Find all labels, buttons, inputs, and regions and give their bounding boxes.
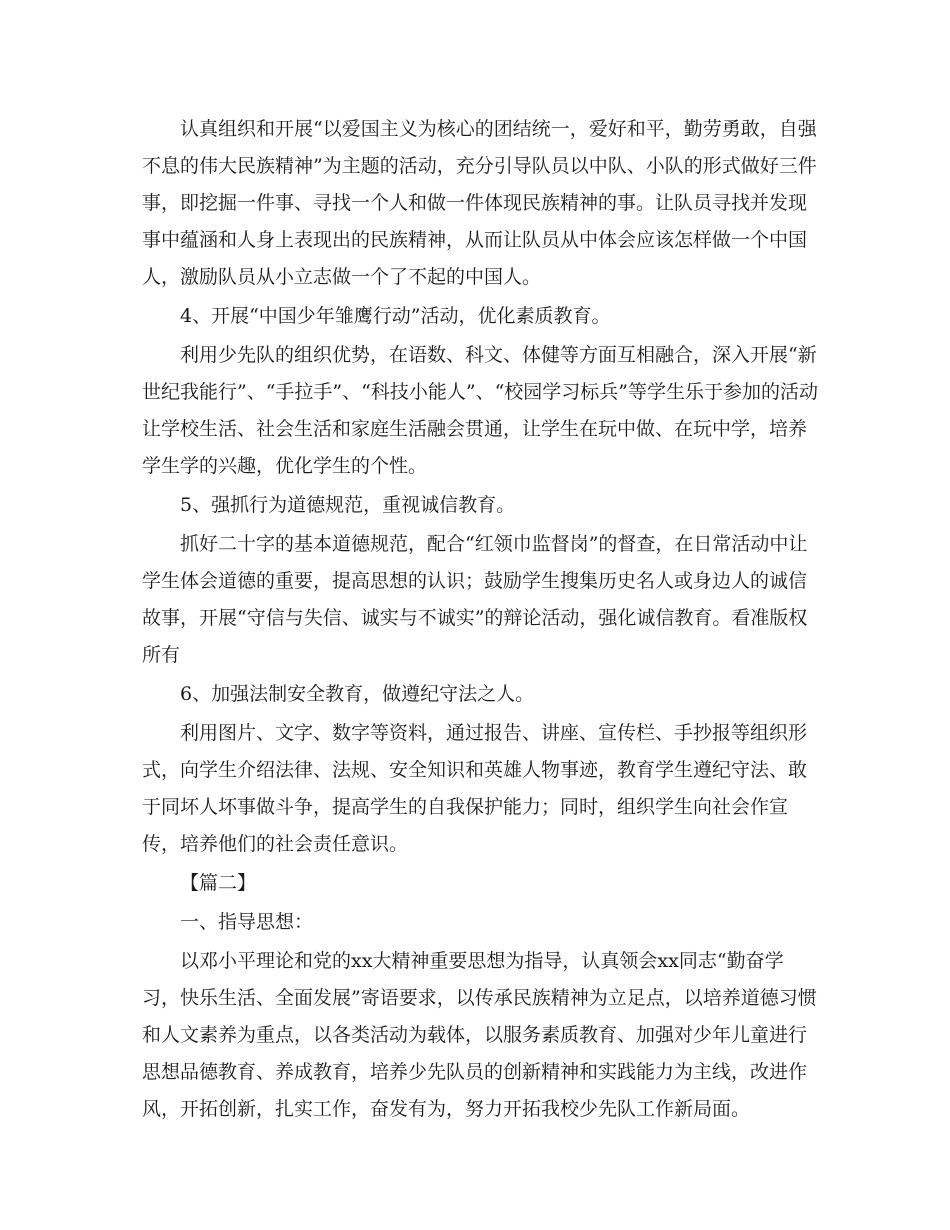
text-line: 不息的伟大民族精神”为主题的活动，充分引导队员以中队、小队的形式做好三件 [142, 155, 817, 177]
document-body [142, 111, 818, 1130]
text-line: 于同坏人坏事做斗争，提高学生的自我保护能力；同时，组织学生向社会作宣 [142, 796, 789, 818]
text-line: 传，培养他们的社会责任意识。 [142, 833, 409, 855]
text-line: 认真组织和开展“以爱国主义为核心的团结统一，爱好和平，勤劳勇敢，自强 [180, 118, 817, 140]
section-heading-6 [142, 676, 818, 713]
text-line: 利用图片、文字、数字等资料，通过报告、讲座、宣传栏、手抄报等组织形 [180, 722, 808, 744]
text-line: 人，激励队员从小立志做一个了不起的中国人。 [142, 266, 542, 288]
paragraph-6 [142, 715, 818, 863]
heading-line: 6、加强法制安全教育，做遵纪守法之人。 [180, 683, 535, 705]
text-line: 风，开拓创新，扎实工作，奋发有为，努力开拓我校少先队工作新局面。 [142, 1098, 751, 1120]
heading-line: 5、强抓行为道德规范，重视诚信教育。 [180, 494, 516, 516]
text-line: 事，即挖掘一件事、寻找一个人和做一件体现民族精神的事。让队员寻找并发现 [142, 192, 808, 214]
text-line: 世纪我能行”、“手拉手”、“科技小能人”、“校园学习标兵”等学生乐于参加的活动 [142, 381, 818, 403]
text-line: 思想品德教育、养成教育，培养少先队员的创新精神和实践能力为主线，改进作 [142, 1061, 808, 1083]
heading-line: 【篇二】 [180, 872, 257, 894]
text-line: 故事，开展“守信与失信、诚实与不诚实”的辩论活动，强化诚信教育。看准版权 [142, 607, 808, 629]
text-line: 学生体会道德的重要，提高思想的认识；鼓励学生搜集历史名人或身边人的诚信 [142, 570, 808, 592]
paragraph-5 [142, 526, 818, 674]
section-heading-5 [142, 487, 818, 524]
text-line: 和人文素养为重点，以各类活动为载体，以服务素质教育、加强对少年儿童进行 [142, 1024, 808, 1046]
text-line: 利用少先队的组织优势，在语数、科文、体健等方面互相融合，深入开展“新 [180, 344, 817, 366]
paragraph-4 [142, 337, 818, 485]
guiding-ideology-heading [142, 904, 818, 941]
guiding-ideology-paragraph [142, 943, 818, 1128]
part-two-heading [142, 865, 818, 902]
text-line: 抓好二十字的基本道德规范，配合“红领巾监督岗”的督查，在日常活动中让 [180, 533, 808, 555]
text-line: 让学校生活、社会生活和家庭生活融会贯通，让学生在玩中做、在玩中学，培养 [142, 418, 808, 440]
text-line: 式，向学生介绍法律、法规、安全知识和英雄人物事迹，教育学生遵纪守法、敢 [142, 759, 808, 781]
heading-line: 一、指导思想： [180, 911, 314, 933]
heading-line: 4、开展“中国少年雏鹰行动”活动，优化素质教育。 [180, 305, 611, 327]
section-heading-4 [142, 298, 818, 335]
paragraph-intro [142, 111, 818, 296]
text-line: 事中蕴涵和人身上表现出的民族精神，从而让队员从中体会应该怎样做一个中国 [142, 229, 808, 251]
text-line: 习，快乐生活、全面发展”寄语要求，以传承民族精神为立足点，以培养道德习惯 [142, 987, 817, 1009]
text-line: 以邓小平理论和党的xx大精神重要思想为指导，认真领会xx同志“勤奋学 [180, 950, 784, 972]
text-line: 所有 [142, 644, 181, 666]
text-line: 学生学的兴趣，优化学生的个性。 [142, 455, 428, 477]
